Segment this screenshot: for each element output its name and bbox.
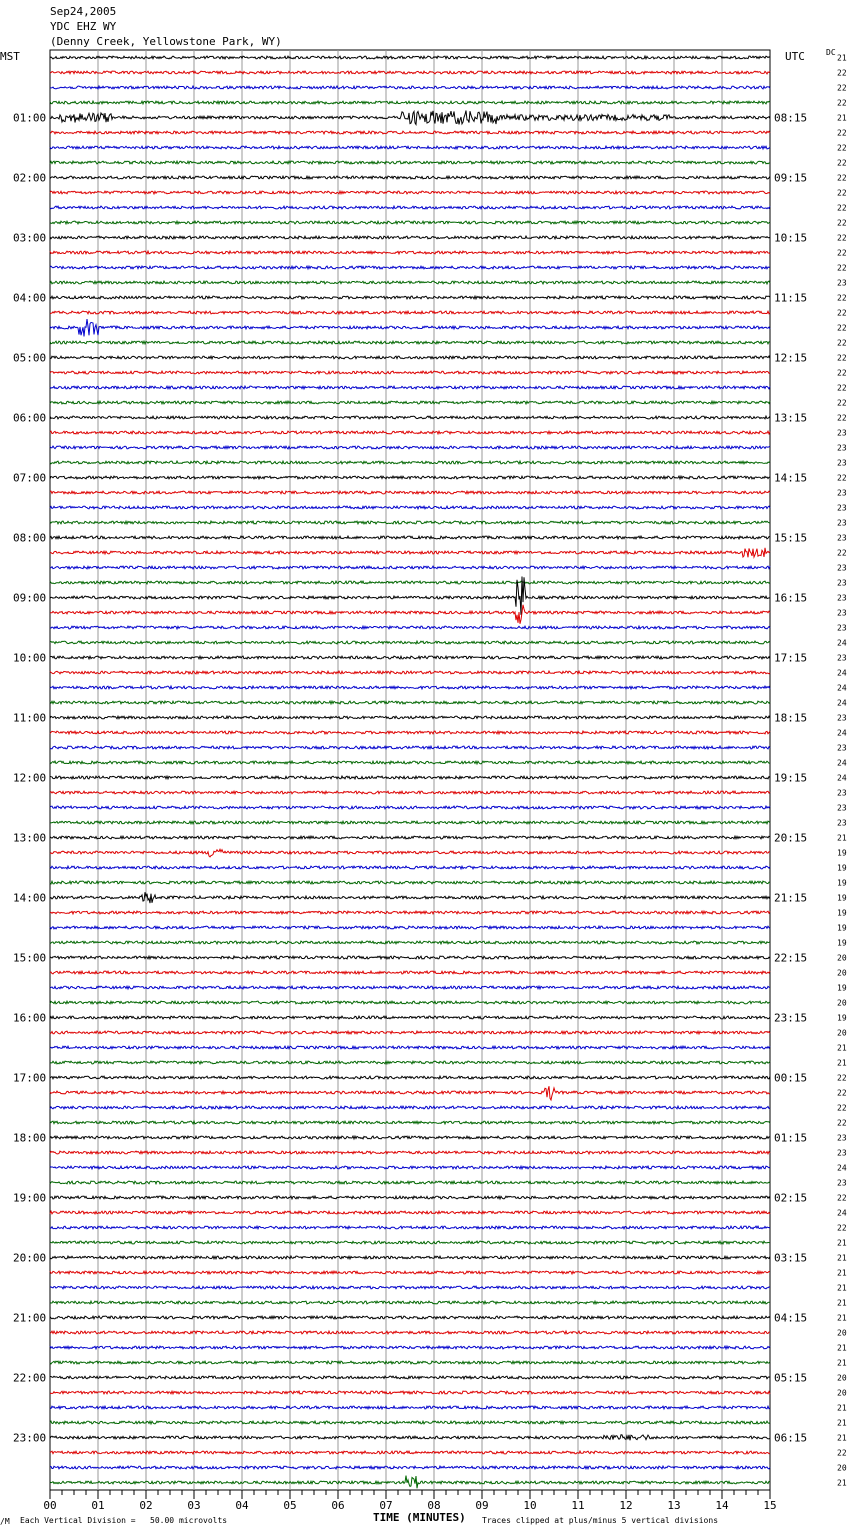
- trace-line: [50, 1301, 770, 1304]
- dc-value: 22: [837, 203, 847, 213]
- dc-value: 22: [837, 248, 847, 258]
- dc-value: 21: [837, 1298, 847, 1308]
- trace-line: [50, 71, 770, 74]
- trace-line: [50, 1121, 770, 1124]
- dc-value: 23: [837, 428, 847, 438]
- x-tick-label: 12: [619, 1499, 633, 1512]
- trace-line: [50, 1106, 770, 1109]
- trace-line: [50, 626, 770, 629]
- trace-line: [50, 446, 770, 449]
- trace-line: [50, 1466, 770, 1469]
- trace-line: [50, 686, 770, 689]
- trace-line: [50, 371, 770, 374]
- dc-value: 24: [837, 683, 847, 693]
- dc-value: 23: [837, 818, 847, 828]
- trace-line: [50, 266, 770, 269]
- dc-value: 22: [837, 1088, 847, 1098]
- dc-value: 20: [837, 968, 847, 978]
- trace-line: [50, 605, 770, 624]
- left-hour-label: 04:00: [13, 291, 47, 305]
- trace-line: [50, 1046, 770, 1049]
- left-hour-label: 10:00: [13, 651, 47, 665]
- trace-line: [50, 866, 770, 869]
- trace-line: [50, 491, 770, 494]
- dc-value: 21: [837, 1478, 847, 1488]
- dc-value: 24: [837, 1208, 847, 1218]
- dc-value: 23: [837, 593, 847, 603]
- dc-value: 19: [837, 893, 847, 903]
- dc-value: 22: [837, 368, 847, 378]
- dc-value: 21: [837, 1358, 847, 1368]
- dc-value: 22: [837, 1223, 847, 1233]
- trace-line: [50, 1061, 770, 1064]
- dc-value: 22: [837, 383, 847, 393]
- trace-line: [50, 1086, 770, 1100]
- trace-line: [50, 1001, 770, 1004]
- dc-value: 23: [837, 788, 847, 798]
- dc-value: 23: [837, 1148, 847, 1158]
- dc-value: 23: [837, 443, 847, 453]
- x-axis-title: TIME (MINUTES): [373, 1511, 466, 1524]
- x-tick-label: 04: [235, 1499, 249, 1512]
- trace-line: [50, 701, 770, 704]
- dc-value: 19: [837, 863, 847, 873]
- left-hour-label: 17:00: [13, 1071, 47, 1085]
- dc-value: 21: [837, 1313, 847, 1323]
- x-tick-label: 00: [43, 1499, 57, 1512]
- dc-value: 21: [837, 1268, 847, 1278]
- left-hour-label: 13:00: [13, 831, 47, 845]
- trace-line: [50, 1151, 770, 1154]
- dc-value: 21: [837, 1058, 847, 1068]
- dc-value: 24: [837, 638, 847, 648]
- trace-line: [50, 892, 770, 903]
- trace-line: [50, 1346, 770, 1349]
- trace-line: [50, 941, 770, 944]
- right-hour-label: 19:15: [774, 771, 808, 785]
- trace-line: [50, 206, 770, 209]
- x-tick-label: 15: [763, 1499, 777, 1512]
- dc-value: 22: [837, 548, 847, 558]
- right-hour-label: 05:15: [774, 1371, 808, 1385]
- x-tick-label: 05: [283, 1499, 297, 1512]
- dc-value: 22: [837, 218, 847, 228]
- plot-frame: [50, 50, 770, 1490]
- x-tick-label: 02: [139, 1499, 153, 1512]
- x-tick-label: 06: [331, 1499, 345, 1512]
- trace-line: [50, 1391, 770, 1394]
- dc-value: 22: [837, 158, 847, 168]
- right-hour-label: 00:15: [774, 1071, 808, 1085]
- left-hour-label: 21:00: [13, 1311, 47, 1325]
- trace-line: [50, 221, 770, 224]
- left-hour-label: 20:00: [13, 1251, 47, 1265]
- dc-value: 23: [837, 488, 847, 498]
- right-hour-label: 02:15: [774, 1191, 808, 1205]
- dc-value: 21: [837, 113, 847, 123]
- dc-value: 21: [837, 1238, 847, 1248]
- right-hour-label: 16:15: [774, 591, 808, 605]
- trace-line: [50, 146, 770, 149]
- trace-line: [50, 836, 770, 839]
- trace-line: [50, 761, 770, 764]
- trace-line: [50, 191, 770, 194]
- trace-line: [50, 956, 770, 959]
- dc-value: 20: [837, 1373, 847, 1383]
- trace-line: [50, 986, 770, 989]
- trace-line: [50, 101, 770, 104]
- dc-value: 23: [837, 623, 847, 633]
- right-hour-label: 01:15: [774, 1131, 808, 1145]
- trace-line: [50, 161, 770, 164]
- dc-value: 19: [837, 938, 847, 948]
- trace-line: [50, 1376, 770, 1379]
- dc-value: 21: [837, 833, 847, 843]
- right-hour-label: 03:15: [774, 1251, 808, 1265]
- trace-line: [50, 1406, 770, 1409]
- trace-line: [50, 281, 770, 284]
- x-tick-label: 07: [379, 1499, 393, 1512]
- dc-value: 22: [837, 1448, 847, 1458]
- right-hour-label: 12:15: [774, 351, 808, 365]
- dc-value: 23: [837, 653, 847, 663]
- trace-line: [50, 341, 770, 344]
- dc-value: 24: [837, 698, 847, 708]
- trace-line: [50, 566, 770, 569]
- dc-value: 19: [837, 923, 847, 933]
- dc-value: 21: [837, 1433, 847, 1443]
- right-hour-label: 04:15: [774, 1311, 808, 1325]
- trace-line: [50, 1256, 770, 1259]
- dc-value: 23: [837, 563, 847, 573]
- trace-line: [50, 1331, 770, 1334]
- left-timezone-label: MST: [0, 50, 20, 63]
- right-timezone-label: UTC: [785, 50, 805, 63]
- right-hour-label: 08:15: [774, 111, 808, 125]
- x-tick-label: 08: [427, 1499, 441, 1512]
- trace-line: [50, 1016, 770, 1019]
- trace-line: [50, 971, 770, 974]
- dc-value: 22: [837, 263, 847, 273]
- dc-value: 22: [837, 128, 847, 138]
- trace-line: [50, 821, 770, 824]
- left-hour-label: 18:00: [13, 1131, 47, 1145]
- dc-value: 21: [837, 1043, 847, 1053]
- dc-value: 23: [837, 1133, 847, 1143]
- dc-value: 22: [837, 188, 847, 198]
- clip-note: Traces clipped at plus/minus 5 vertical divisions: [482, 1516, 719, 1525]
- dc-value: 19: [837, 848, 847, 858]
- dc-value: 19: [837, 1013, 847, 1023]
- trace-line: [50, 1031, 770, 1034]
- trace-line: [50, 251, 770, 254]
- left-hour-label: 03:00: [13, 231, 47, 245]
- dc-value: 23: [837, 458, 847, 468]
- right-hour-label: 14:15: [774, 471, 808, 485]
- trace-line: [50, 1196, 770, 1199]
- trace-line: [50, 521, 770, 524]
- trace-line: [50, 581, 770, 584]
- trace-line: [50, 1361, 770, 1364]
- trace-line: [50, 1166, 770, 1169]
- right-hour-label: 18:15: [774, 711, 808, 725]
- dc-value: 22: [837, 98, 847, 108]
- trace-line: [50, 1271, 770, 1274]
- x-tick-label: 11: [571, 1499, 585, 1512]
- dc-value: 23: [837, 503, 847, 513]
- station-code: YDC EHZ WY: [50, 20, 117, 33]
- left-hour-label: 14:00: [13, 891, 47, 905]
- dc-value: 22: [837, 338, 847, 348]
- dc-value: 20: [837, 1388, 847, 1398]
- dc-value: 22: [837, 398, 847, 408]
- dc-value: 22: [837, 173, 847, 183]
- trace-line: [50, 1181, 770, 1184]
- left-hour-label: 06:00: [13, 411, 47, 425]
- dc-value: 20: [837, 998, 847, 1008]
- right-hour-label: 17:15: [774, 651, 808, 665]
- trace-line: [50, 1241, 770, 1244]
- trace-line: [50, 881, 770, 884]
- trace-line: [50, 111, 770, 125]
- left-hour-label: 07:00: [13, 471, 47, 485]
- left-hour-label: 08:00: [13, 531, 47, 545]
- dc-value: 22: [837, 308, 847, 318]
- trace-line: [50, 131, 770, 134]
- dc-value: 24: [837, 1163, 847, 1173]
- dc-value: 21: [837, 53, 847, 63]
- right-hour-label: 13:15: [774, 411, 808, 425]
- trace-line: [50, 806, 770, 809]
- x-tick-label: 10: [523, 1499, 537, 1512]
- trace-line: [50, 311, 770, 314]
- footer-marker: ∕M: [0, 1517, 10, 1526]
- dc-value: 22: [837, 473, 847, 483]
- trace-line: [50, 319, 770, 336]
- trace-line: [50, 536, 770, 539]
- dc-offset-label: DC: [826, 48, 836, 57]
- right-hour-label: 09:15: [774, 171, 808, 185]
- trace-line: [50, 86, 770, 89]
- trace-line: [50, 656, 770, 659]
- dc-value: 24: [837, 773, 847, 783]
- x-tick-label: 13: [667, 1499, 681, 1512]
- left-hour-label: 02:00: [13, 171, 47, 185]
- left-hour-label: 16:00: [13, 1011, 47, 1025]
- dc-value: 24: [837, 668, 847, 678]
- trace-line: [50, 1226, 770, 1229]
- trace-line: [50, 176, 770, 179]
- dc-value: 22: [837, 413, 847, 423]
- dc-value: 21: [837, 1403, 847, 1413]
- trace-line: [50, 1286, 770, 1289]
- trace-line: [50, 416, 770, 419]
- trace-line: [50, 461, 770, 464]
- dc-value: 19: [837, 908, 847, 918]
- dc-value: 22: [837, 68, 847, 78]
- left-hour-label: 05:00: [13, 351, 47, 365]
- dc-value: 22: [837, 1193, 847, 1203]
- right-hour-label: 11:15: [774, 291, 808, 305]
- trace-line: [50, 791, 770, 794]
- dc-value: 24: [837, 728, 847, 738]
- dc-value: 19: [837, 878, 847, 888]
- trace-line: [50, 1476, 770, 1489]
- dc-value: 22: [837, 353, 847, 363]
- dc-value: 21: [837, 1283, 847, 1293]
- trace-line: [50, 431, 770, 434]
- trace-line: [50, 849, 770, 857]
- left-hour-label: 22:00: [13, 1371, 47, 1385]
- trace-line: [50, 401, 770, 404]
- dc-value: 20: [837, 1328, 847, 1338]
- trace-line: [50, 746, 770, 749]
- right-hour-label: 23:15: [774, 1011, 808, 1025]
- dc-value: 22: [837, 293, 847, 303]
- dc-value: 23: [837, 533, 847, 543]
- x-tick-label: 03: [187, 1499, 201, 1512]
- dc-value: 22: [837, 143, 847, 153]
- right-hour-label: 20:15: [774, 831, 808, 845]
- left-hour-label: 15:00: [13, 951, 47, 965]
- trace-line: [50, 731, 770, 734]
- trace-line: [50, 1076, 770, 1079]
- left-hour-label: 23:00: [13, 1431, 47, 1445]
- right-hour-label: 22:15: [774, 951, 808, 965]
- x-tick-label: 01: [91, 1499, 105, 1512]
- dc-value: 20: [837, 1463, 847, 1473]
- left-hour-label: 01:00: [13, 111, 47, 125]
- trace-line: [50, 356, 770, 359]
- dc-value: 22: [837, 83, 847, 93]
- right-hour-label: 06:15: [774, 1431, 808, 1445]
- trace-line: [50, 1451, 770, 1454]
- dc-value: 21: [837, 1418, 847, 1428]
- dc-value: 22: [837, 1073, 847, 1083]
- dc-value: 23: [837, 278, 847, 288]
- left-hour-label: 19:00: [13, 1191, 47, 1205]
- dc-value: 22: [837, 233, 847, 243]
- dc-value: 21: [837, 1343, 847, 1353]
- dc-value: 19: [837, 983, 847, 993]
- trace-line: [50, 1435, 770, 1441]
- trace-line: [50, 236, 770, 239]
- dc-value: 23: [837, 803, 847, 813]
- left-hour-label: 12:00: [13, 771, 47, 785]
- trace-line: [50, 926, 770, 929]
- dc-value: 23: [837, 743, 847, 753]
- trace-line: [50, 56, 770, 59]
- dc-value: 20: [837, 1028, 847, 1038]
- dc-value: 22: [837, 1118, 847, 1128]
- trace-line: [50, 671, 770, 674]
- trace-line: [50, 1316, 770, 1319]
- dc-value: 24: [837, 758, 847, 768]
- dc-value: 23: [837, 713, 847, 723]
- chart-date: Sep24,2005: [50, 5, 117, 18]
- left-hour-label: 11:00: [13, 711, 47, 725]
- trace-line: [50, 548, 770, 558]
- x-tick-label: 14: [715, 1499, 729, 1512]
- dc-value: 23: [837, 1178, 847, 1188]
- left-hour-label: 09:00: [13, 591, 47, 605]
- trace-line: [50, 386, 770, 389]
- trace-line: [50, 716, 770, 719]
- scale-note: Each Vertical Division = 50.00 microvolts: [20, 1516, 228, 1525]
- trace-line: [50, 476, 770, 479]
- trace-line: [50, 776, 770, 779]
- dc-value: 22: [837, 1103, 847, 1113]
- dc-value: 23: [837, 608, 847, 618]
- trace-line: [50, 911, 770, 914]
- x-tick-label: 09: [475, 1499, 489, 1512]
- dc-value: 23: [837, 578, 847, 588]
- trace-line: [50, 1421, 770, 1424]
- right-hour-label: 10:15: [774, 231, 808, 245]
- dc-value: 22: [837, 323, 847, 333]
- dc-value: 21: [837, 1253, 847, 1263]
- trace-line: [50, 1211, 770, 1214]
- trace-line: [50, 641, 770, 644]
- right-hour-label: 15:15: [774, 531, 808, 545]
- dc-value: 20: [837, 953, 847, 963]
- right-hour-label: 21:15: [774, 891, 808, 905]
- station-location: (Denny Creek, Yellowstone Park, WY): [50, 35, 282, 48]
- trace-line: [50, 1136, 770, 1139]
- dc-value: 23: [837, 518, 847, 528]
- trace-line: [50, 296, 770, 299]
- trace-line: [50, 506, 770, 509]
